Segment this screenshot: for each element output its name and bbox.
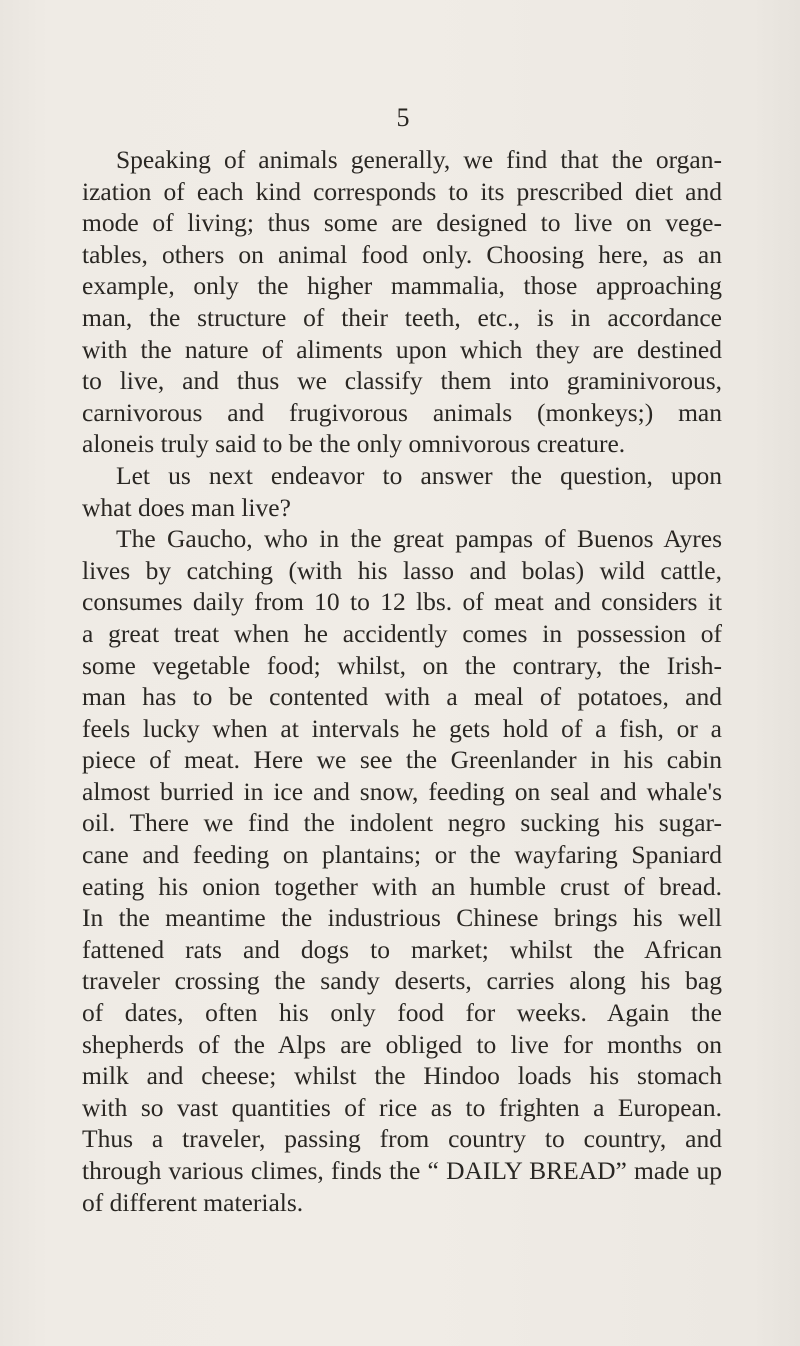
text-line: In the meantime the industrious Chinese brings his well [82, 903, 722, 933]
text-line: traveler crossing the sandy deserts, carries along his bag [82, 966, 722, 996]
text-line: what does man live? [82, 492, 291, 522]
text-line: consumes daily from 10 to 12 lbs. of meat and considers it [82, 587, 722, 617]
text-line: feels lucky when at intervals he gets hold of a fish, or a [82, 713, 722, 743]
text-line: a great treat when he accidently comes in possession of [82, 618, 722, 648]
text-line: mode of living; thus some are designed to live on vege- [82, 208, 722, 238]
text-line: with the nature of aliments upon which they are destined [82, 334, 722, 364]
text-line: Thus a traveler, passing from country to country, and [82, 1124, 722, 1154]
text-line: cane and feeding on plantains; or the wayfaring Spaniard [82, 840, 722, 870]
text-line: eating his onion together with an humble crust of bread. [82, 871, 722, 901]
text-line: Speaking of animals generally, we find that the organ- [116, 145, 722, 174]
text-line: of dates, often his only food for weeks. Again the [82, 998, 722, 1028]
text-line: example, only the higher mammalia, those approaching [82, 271, 722, 301]
text-line: some vegetable food; whilst, on the contrary, the Irish- [82, 650, 722, 680]
text-line: man, the structure of their teeth, etc., is in accordance [82, 302, 722, 332]
text-line: tables, others on animal food only. Choosing here, as an [82, 239, 722, 269]
text-line: The Gaucho, who in the great pampas of Buenos Ayres [116, 524, 722, 554]
text-line: almost burried in ice and snow, feeding on seal and whale's [82, 776, 722, 806]
text-line: carnivorous and frugivorous animals (monkeys;) man [82, 397, 722, 427]
text-line: through various climes, finds the “ DAILY BREAD” made up [82, 1156, 722, 1185]
text-line: to live, and thus we classify them into graminivorous, [82, 366, 722, 396]
text-line: ization of each kind corresponds to its prescribed diet and [82, 176, 722, 206]
text-line: Let us next endeavor to answer the question, upon [116, 460, 722, 490]
text-line: with so vast quantities of rice as to frighten a European. [82, 1092, 722, 1122]
text-line: fattened rats and dogs to market; whilst the African [82, 934, 722, 964]
text-line: shepherds of the Alps are obliged to live for months on [82, 1029, 722, 1059]
text-line: of different materials. [82, 1187, 304, 1217]
text-line: oil. There we find the indolent negro sucking his sugar- [82, 808, 722, 838]
text-line: lives by catching (with his lasso and bolas) wild cattle, [82, 555, 722, 585]
text-line: milk and cheese; whilst the Hindoo loads his stomach [82, 1061, 722, 1091]
body-text [82, 144, 722, 1218]
text-line: piece of meat. Here we see the Greenlander in his cabin [82, 745, 722, 775]
text-line: man has to be contented with a meal of potatoes, and [82, 682, 722, 712]
page-number: 5 [396, 103, 410, 132]
text-line: aloneis truly said to be the only omnivorous creature. [82, 429, 626, 459]
